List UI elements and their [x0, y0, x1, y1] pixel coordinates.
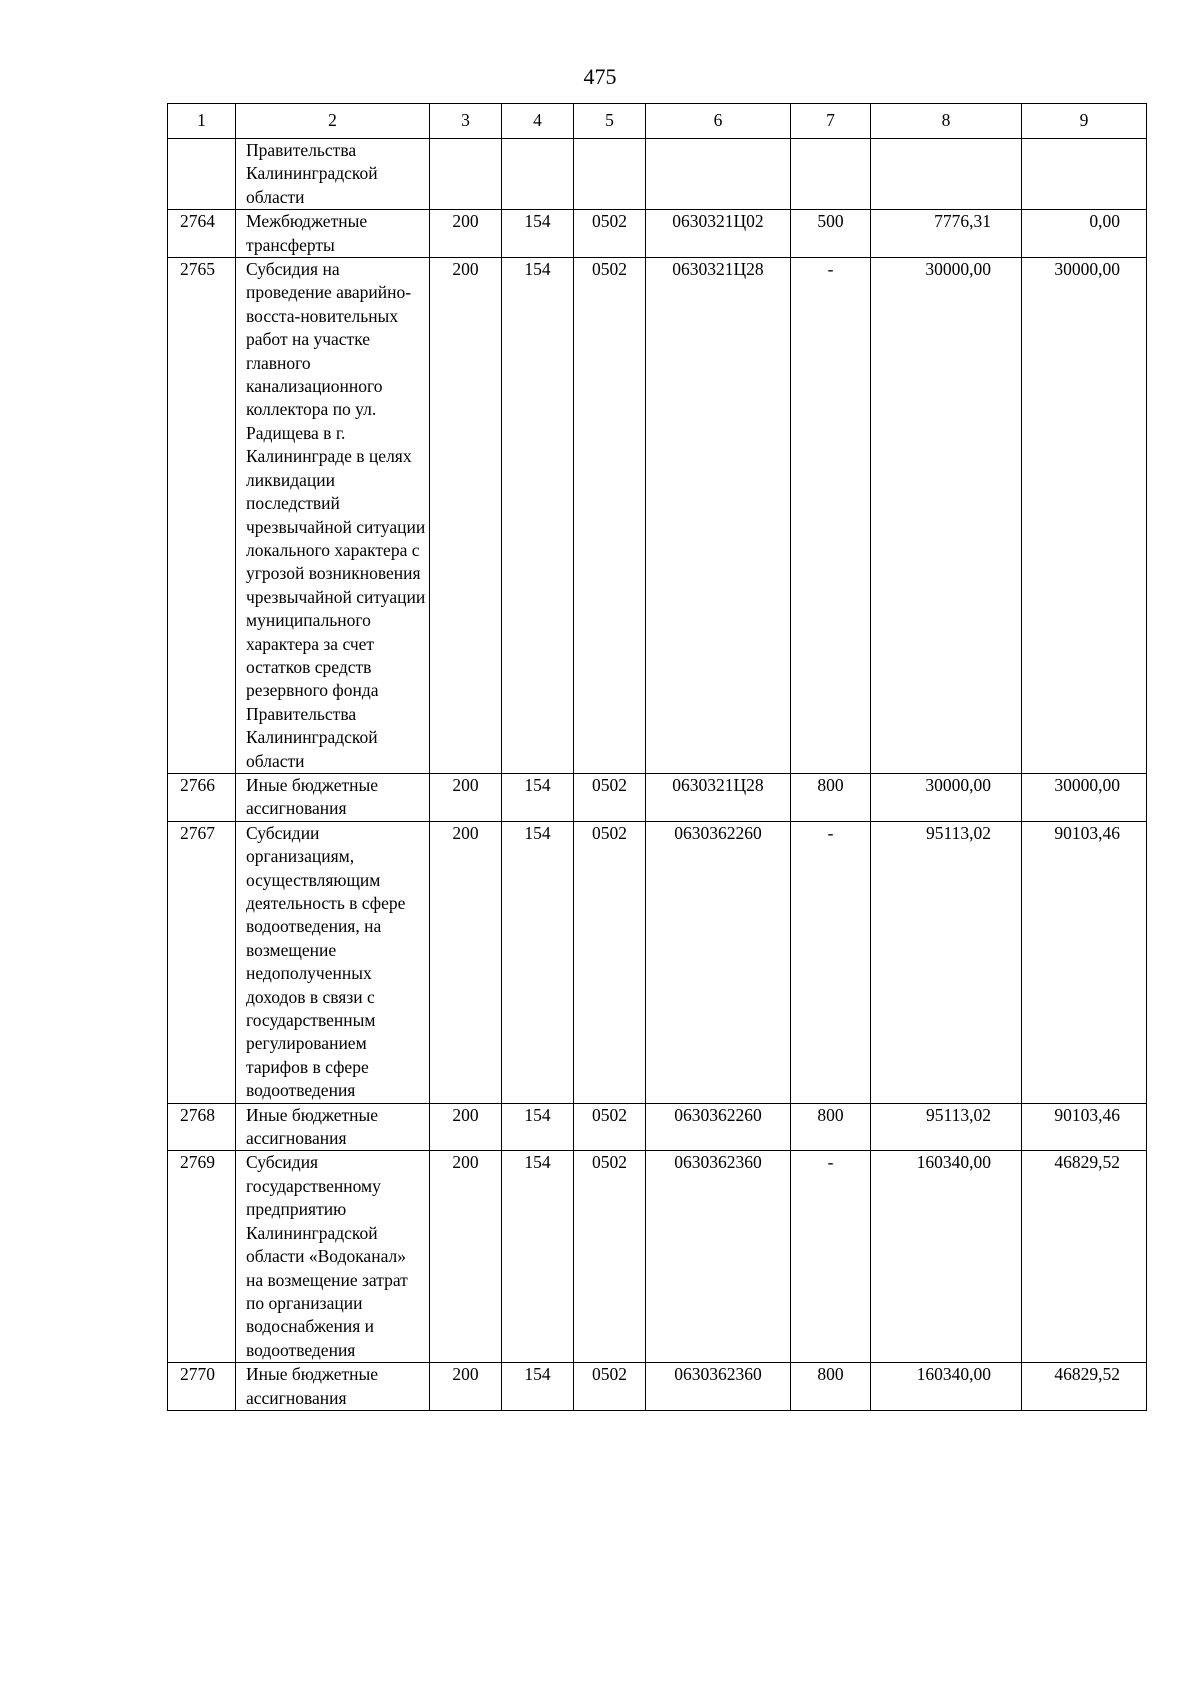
column-header: 2 [236, 104, 430, 139]
table-row [168, 210, 1147, 258]
cell-col5: 0502 [574, 1363, 646, 1411]
column-header: 8 [871, 104, 1022, 139]
cell-col7: 800 [791, 1103, 871, 1151]
row-name: Правительства Калининградской области [236, 139, 430, 210]
column-header: 6 [646, 104, 791, 139]
cell-col9: 30000,00 [1022, 258, 1147, 774]
cell-col4: 154 [502, 1363, 574, 1411]
row-name: Иные бюджетные ассигнования [236, 1363, 430, 1411]
cell-col6: 0630362260 [646, 821, 791, 1103]
table-row [168, 773, 1147, 821]
column-header: 9 [1022, 104, 1147, 139]
cell-col3: 200 [430, 773, 502, 821]
cell-col4 [502, 139, 574, 210]
cell-col3: 200 [430, 1103, 502, 1151]
row-name: Субсидия государственному предприятию Калининградской области «Водоканал» на возмещение затрат по организации водоснабжения и водоотведения [236, 1151, 430, 1363]
cell-col6 [646, 139, 791, 210]
row-name: Субсидия на проведение аварийно-восста-новительных работ на участке главного канализационного коллектора по ул. Радищева в г. Калининграде в целях ликвидации последствий чрезвычайной ситуации локального характера с угрозой возникновения чрезвычайной ситуации муниципального характера за счет остатков средств резервного фонда Правительства Калининградской области [236, 258, 430, 774]
cell-col3: 200 [430, 821, 502, 1103]
cell-col8: 30000,00 [871, 773, 1022, 821]
cell-col4: 154 [502, 773, 574, 821]
cell-col3 [430, 139, 502, 210]
row-name: Иные бюджетные ассигнования [236, 773, 430, 821]
cell-col4: 154 [502, 821, 574, 1103]
column-header: 3 [430, 104, 502, 139]
row-name: Субсидии организациям, осуществляющим деятельность в сфере водоотведения, на возмещение недополученных доходов в связи с государственным регулированием тарифов в сфере водоотведения [236, 821, 430, 1103]
column-header: 5 [574, 104, 646, 139]
cell-col9: 0,00 [1022, 210, 1147, 258]
cell-col4: 154 [502, 210, 574, 258]
row-name: Межбюджетные трансферты [236, 210, 430, 258]
row-number [168, 139, 236, 210]
cell-col8: 160340,00 [871, 1151, 1022, 1363]
row-number: 2765 [168, 258, 236, 774]
cell-col5: 0502 [574, 821, 646, 1103]
table-row [168, 821, 1147, 1103]
cell-col9: 30000,00 [1022, 773, 1147, 821]
cell-col8: 7776,31 [871, 210, 1022, 258]
cell-col6: 0630321Ц28 [646, 258, 791, 774]
cell-col9 [1022, 139, 1147, 210]
column-header: 1 [168, 104, 236, 139]
cell-col7: 800 [791, 1363, 871, 1411]
cell-col7: 800 [791, 773, 871, 821]
row-number: 2769 [168, 1151, 236, 1363]
row-number: 2770 [168, 1363, 236, 1411]
cell-col7 [791, 139, 871, 210]
column-header: 7 [791, 104, 871, 139]
table-row [168, 1151, 1147, 1363]
cell-col5: 0502 [574, 1103, 646, 1151]
cell-col7: - [791, 258, 871, 774]
cell-col5: 0502 [574, 1151, 646, 1363]
row-name: Иные бюджетные ассигнования [236, 1103, 430, 1151]
cell-col8: 95113,02 [871, 821, 1022, 1103]
table-row [168, 1103, 1147, 1151]
row-number: 2764 [168, 210, 236, 258]
cell-col3: 200 [430, 1363, 502, 1411]
budget-table [167, 103, 1147, 1411]
cell-col9: 90103,46 [1022, 1103, 1147, 1151]
cell-col7: - [791, 1151, 871, 1363]
cell-col6: 0630321Ц02 [646, 210, 791, 258]
cell-col4: 154 [502, 1151, 574, 1363]
cell-col3: 200 [430, 258, 502, 774]
cell-col9: 46829,52 [1022, 1151, 1147, 1363]
cell-col3: 200 [430, 1151, 502, 1363]
column-header: 4 [502, 104, 574, 139]
table-row [168, 1363, 1147, 1411]
header-row [168, 104, 1147, 139]
cell-col8: 160340,00 [871, 1363, 1022, 1411]
cell-col8: 95113,02 [871, 1103, 1022, 1151]
row-number: 2768 [168, 1103, 236, 1151]
cell-col6: 0630362360 [646, 1151, 791, 1363]
cell-col7: - [791, 821, 871, 1103]
cell-col9: 90103,46 [1022, 821, 1147, 1103]
cell-col6: 0630362260 [646, 1103, 791, 1151]
cell-col7: 500 [791, 210, 871, 258]
table-row [168, 258, 1147, 774]
cell-col5: 0502 [574, 773, 646, 821]
cell-col6: 0630362360 [646, 1363, 791, 1411]
table-row [168, 139, 1147, 210]
cell-col4: 154 [502, 1103, 574, 1151]
row-number: 2767 [168, 821, 236, 1103]
cell-col8: 30000,00 [871, 258, 1022, 774]
row-number: 2766 [168, 773, 236, 821]
page-number: 475 [583, 64, 617, 89]
cell-col6: 0630321Ц28 [646, 773, 791, 821]
cell-col5: 0502 [574, 210, 646, 258]
cell-col9: 46829,52 [1022, 1363, 1147, 1411]
cell-col8 [871, 139, 1022, 210]
cell-col4: 154 [502, 258, 574, 774]
cell-col5: 0502 [574, 258, 646, 774]
cell-col3: 200 [430, 210, 502, 258]
cell-col5 [574, 139, 646, 210]
